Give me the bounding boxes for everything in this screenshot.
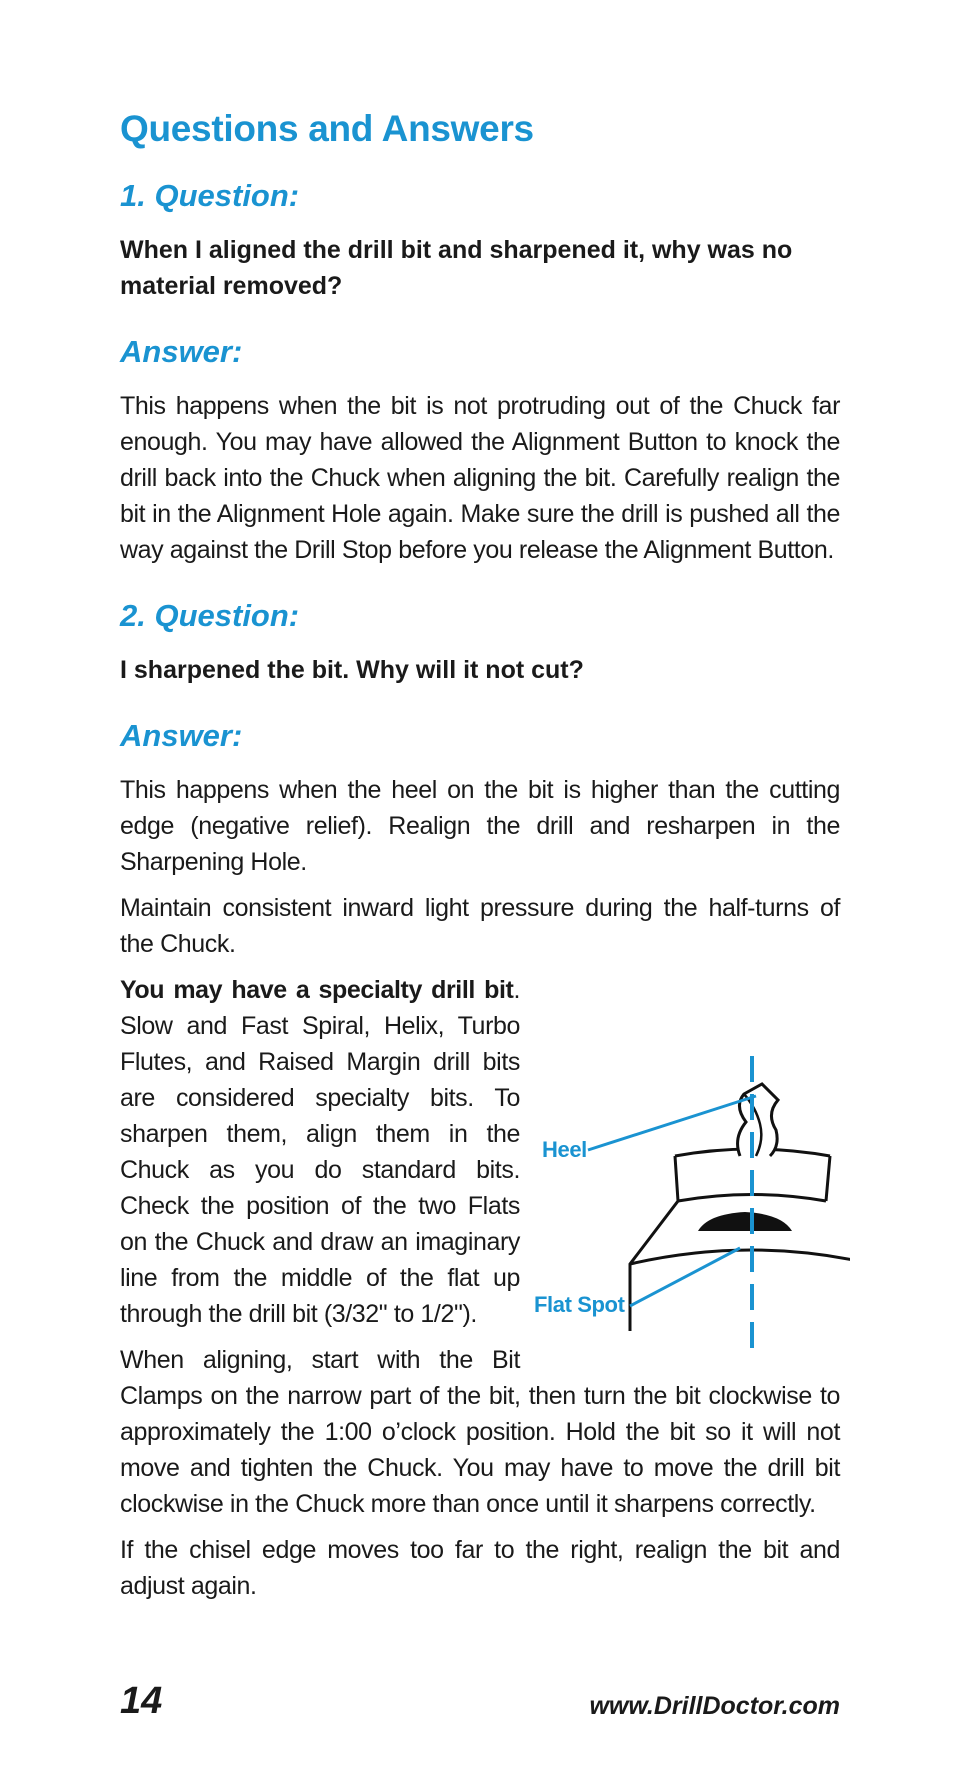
heel-label: Heel — [542, 1137, 587, 1162]
question-2-heading: 2. Question: — [120, 598, 300, 633]
answer-1-heading: Answer: — [120, 334, 243, 369]
answer-1-paragraph: This happens when the bit is not protruding out of the Chuck far enough. You may have allowed the Alignment Button to knock the drill back into the Chuck when aligning the bit. Carefully realign the bit in the Alignment Hole again. Make sure the drill is pushed all the way against the Drill Stop before you release the Alignment Button. — [120, 392, 840, 564]
aligning-paragraph: When aligning, start with the Bit Clamps on the narrow part of the bit, then turn the bit clockwise to approximately the 1:00 o’clock position. Hold the bit so it will not move and tighten the Chuck. You may have to move the drill bit clockwise in the Chuck more than once until it sharpens correctly. — [120, 1346, 840, 1518]
answer-2-paragraph-1: This happens when the heel on the bit is higher than the cutting edge (negative relief). Realign the drill and resharpen in the Sharpening Hole. — [120, 776, 840, 876]
specialty-bit-text: . Slow and Fast Spiral, Helix, Turbo Flutes, and Raised Margin drill bits are considered specialty bits. To sharpen them, align them in the Chuck as you do standard bits. Check the position of the two Flats on the Chuck and draw an imaginary line from the middle of the flat up through the drill bit (3/32" to 1/2"). — [120, 976, 520, 1328]
drill-bit-diagram — [530, 1056, 850, 1366]
page-content — [120, 108, 840, 1614]
page-footer — [120, 1680, 840, 1730]
heel-leader — [588, 1096, 756, 1150]
specialty-bit-paragraph — [120, 972, 840, 1332]
question-1-text: When I aligned the drill bit and sharpened it, why was no material removed? — [120, 236, 793, 300]
flat-spot-label: Flat Spot — [534, 1292, 625, 1317]
flat-spot-leader — [630, 1248, 740, 1306]
page-title: Questions and Answers — [120, 108, 534, 149]
answer-2-paragraph-2: Maintain consistent inward light pressure during the half-turns of the Chuck. — [120, 894, 840, 958]
final-paragraph: If the chisel edge moves too far to the right, realign the bit and adjust again. — [120, 1536, 840, 1600]
chuck-outline — [630, 1156, 850, 1331]
answer-2-heading: Answer: — [120, 718, 243, 753]
page-number: 14 — [120, 1680, 163, 1722]
chuck-collar — [630, 1149, 850, 1264]
specialty-bit-lead: You may have a specialty drill bit — [120, 976, 514, 1004]
question-2-text: I sharpened the bit. Why will it not cut? — [120, 656, 584, 684]
website-url: www.DrillDoctor.com — [589, 1692, 840, 1720]
flat-spot-mark — [698, 1212, 792, 1231]
question-1-heading: 1. Question: — [120, 178, 300, 213]
